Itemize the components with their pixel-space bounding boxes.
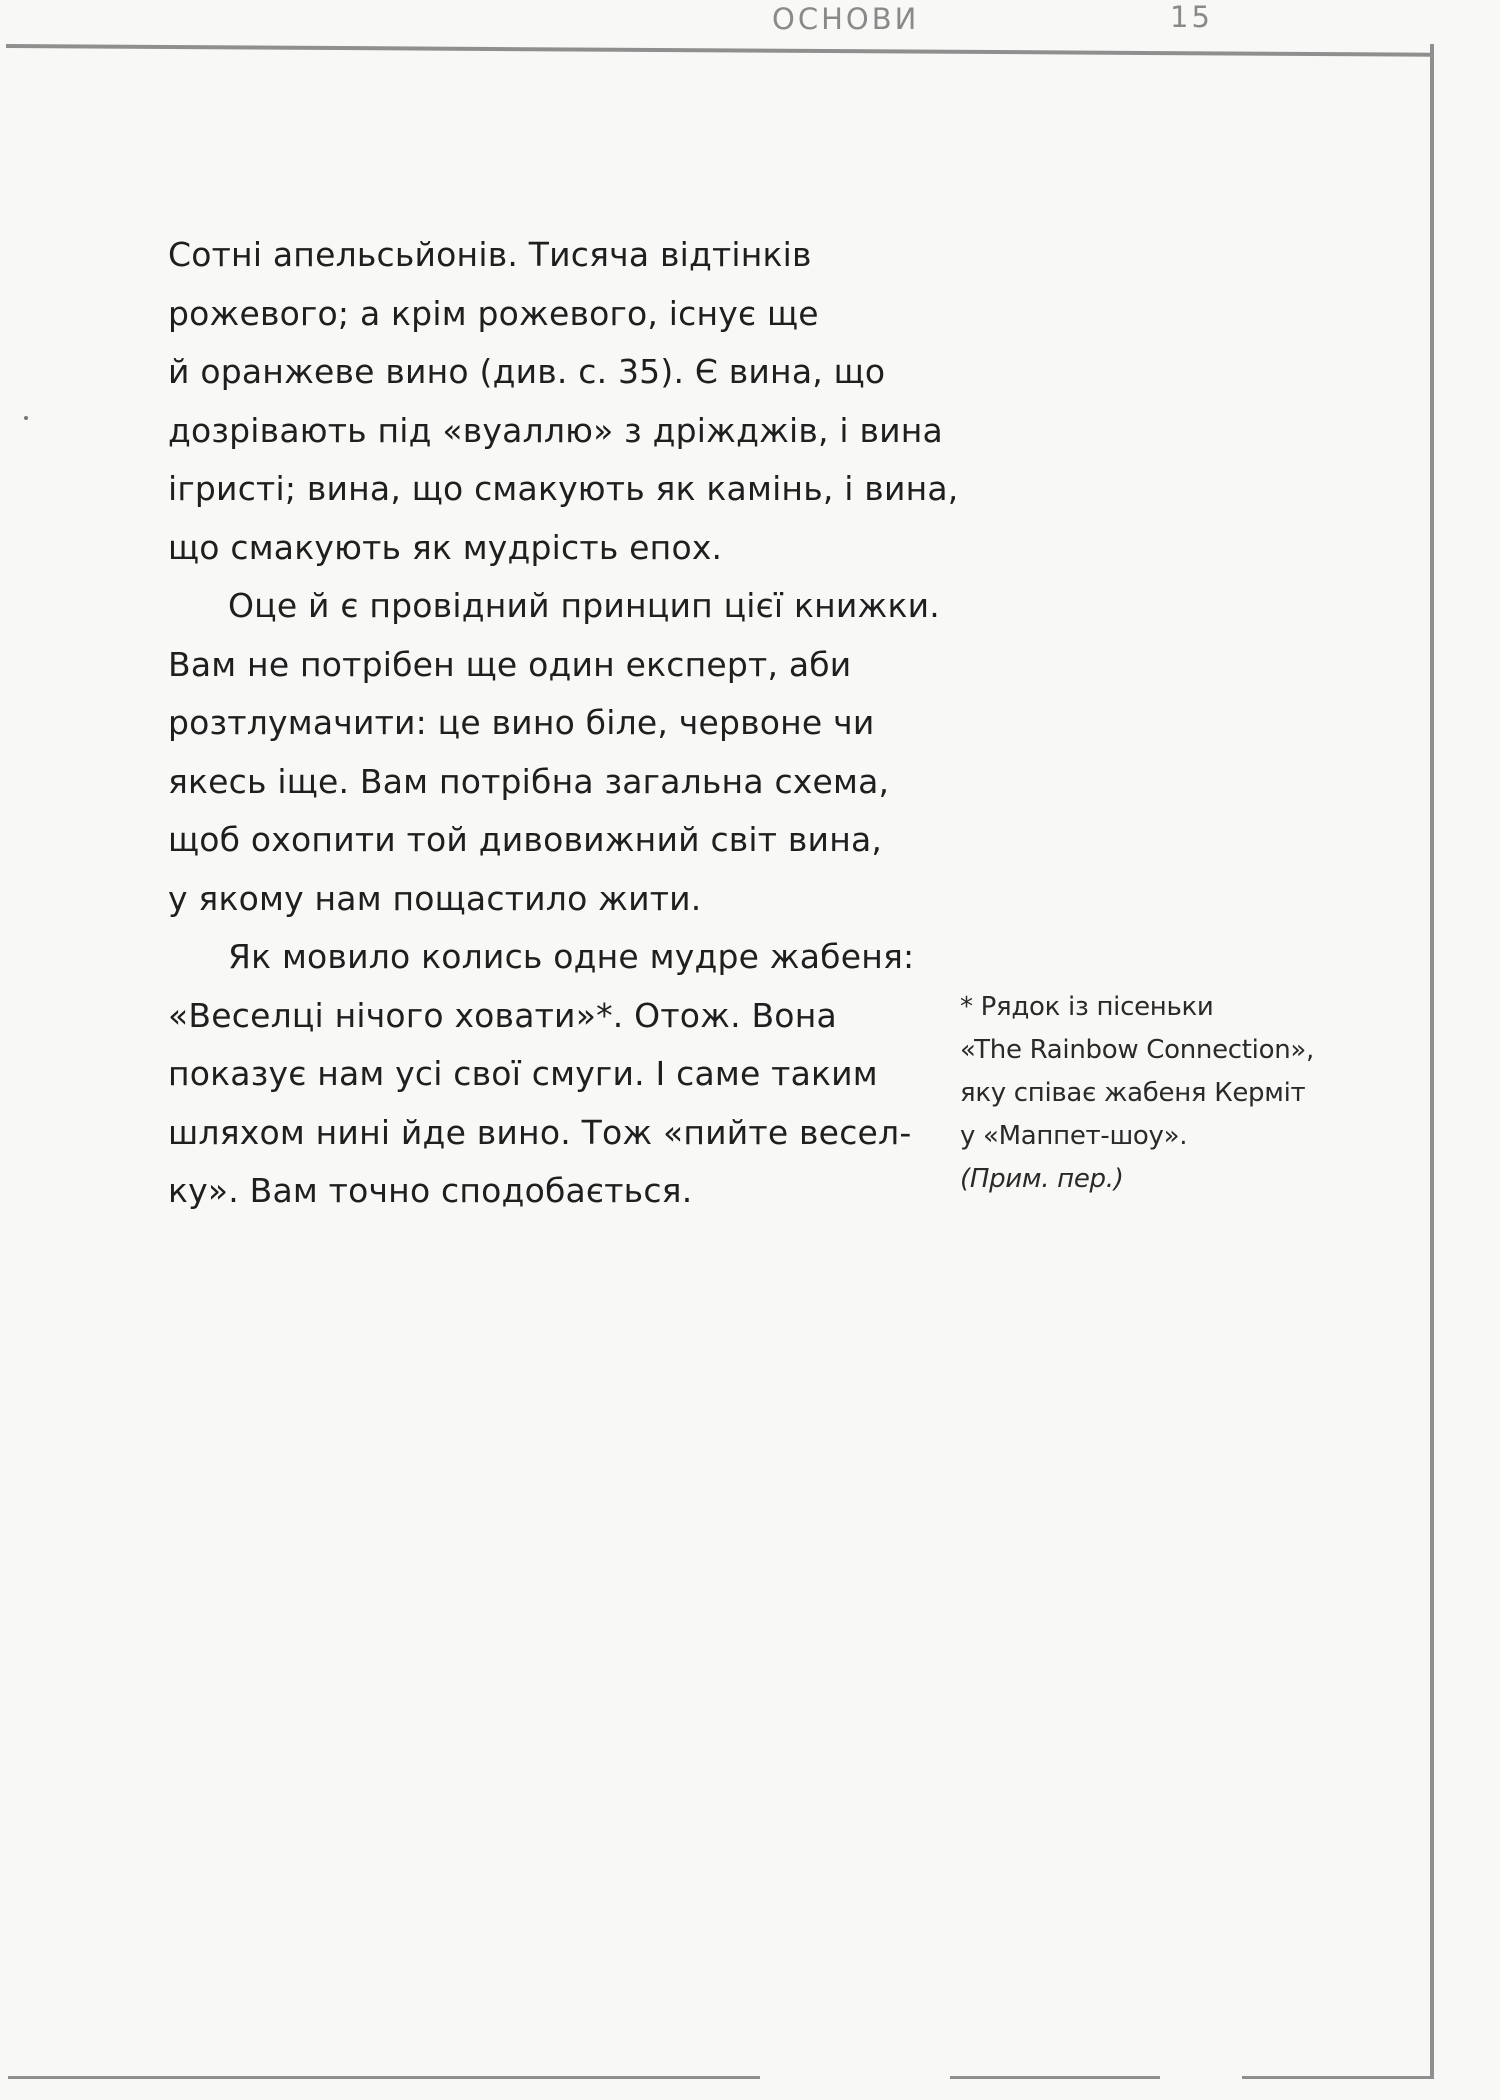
footnote <box>960 986 1340 1201</box>
text-line: й оранжеве вино (див. с. 35). Є вина, що <box>168 352 886 391</box>
text-line: ку». Вам точно сподобається. <box>168 1171 693 1210</box>
text-line: «Веселці нічого ховати»*. Отож. Вона <box>168 995 837 1035</box>
text-line: рожевого; а крім рожевого, існує ще <box>168 293 819 333</box>
page-footer <box>8 2058 1434 2098</box>
text-line: дозрівають під «вуаллю» з дріжджів, і вина <box>168 410 943 450</box>
page-frame-top-line <box>6 44 1434 57</box>
text-line: що смакують як мудрість епох. <box>168 527 723 567</box>
footer-rule-right <box>1242 2076 1434 2079</box>
text-line: Вам не потрібен ще один експерт, аби <box>168 644 852 684</box>
page-frame-right-line <box>1430 44 1434 2076</box>
footnote-line: * Рядок із пісеньки <box>960 992 1214 1022</box>
section-title: ОСНОВИ <box>772 2 920 36</box>
text-line: показує нам усі свої смуги. І саме таким <box>168 1054 878 1093</box>
footer-rule-middle <box>950 2076 1160 2079</box>
translator-note: (Прим. пер.) <box>960 1164 1124 1194</box>
paragraph-start-line: Оце й є провідний принцип цієї книжки. <box>228 586 940 625</box>
text-line: якесь іще. Вам потрібна загальна схема, <box>168 761 890 801</box>
page-number: 15 <box>1170 0 1213 34</box>
text-line: ігристі; вина, що смакують як камінь, і вина, <box>168 469 959 508</box>
main-text <box>168 226 988 1221</box>
paragraph-start-line: Як мовило колись одне мудре жабеня: <box>228 937 915 976</box>
text-line: у якому нам пощастило жити. <box>168 878 702 918</box>
footnote-line: «The Rainbow Connection», <box>960 1035 1314 1065</box>
page-speck <box>24 416 28 420</box>
text-line: розтлумачити: це вино біле, червоне чи <box>168 703 875 742</box>
footnote-line: у «Маппет-шоу». <box>960 1121 1188 1151</box>
footnote-line: яку співає жабеня Керміт <box>960 1078 1306 1108</box>
text-line: щоб охопити той дивовижний світ вина, <box>168 820 883 859</box>
footer-rule-left <box>8 2076 760 2079</box>
text-line: Сотні апельсьйонів. Тисяча відтінків <box>168 235 812 274</box>
text-line: шляхом нині йде вино. Тож «пийте весел- <box>168 1112 912 1152</box>
